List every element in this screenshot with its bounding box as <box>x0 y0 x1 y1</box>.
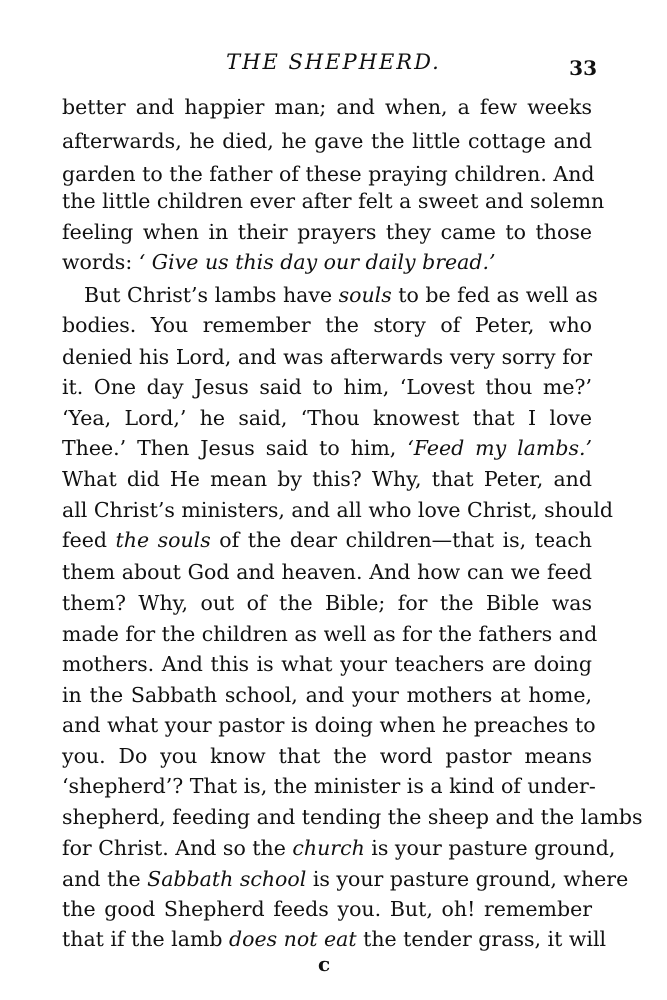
italic-phrase: the souls <box>115 528 211 552</box>
text-line: and what your pastor is doing when he preaches to <box>62 713 596 737</box>
text-line: afterwards, he died, he gave the little cottage and <box>62 129 592 153</box>
text-line: Thee.’ Then Jesus said to him, ‘Feed my lambs.’ <box>62 436 592 460</box>
text-line: What did He mean by this? Why, that Peter, and <box>62 467 592 491</box>
paragraph-first-line: But Christ’s lambs have souls to be fed as well as <box>84 283 598 307</box>
text-line: feeling when in their prayers they came to those <box>62 220 592 244</box>
italic-phrase: ‘Feed my lambs.’ <box>407 436 592 460</box>
text-line: ‘shepherd’? That is, the minister is a kind of under- <box>62 774 596 798</box>
text-line: that if the lamb does not eat the tender grass, it will <box>62 927 607 951</box>
italic-phrase: church <box>292 836 365 860</box>
text-line: them? Why, out of the Bible; for the Bible was <box>62 591 592 615</box>
text-line: you. Do you know that the word pastor means <box>62 744 592 768</box>
text-line: the good Shepherd feeds you. But, oh! remember <box>62 897 592 921</box>
running-head: THE SHEPHERD. <box>226 50 441 74</box>
text-line: better and happier man; and when, a few weeks <box>62 95 592 119</box>
signature-mark: c <box>318 952 331 976</box>
text-line: all Christ’s ministers, and all who love Christ, should <box>62 498 614 522</box>
text-line: made for the children as well as for the fathers and <box>62 622 598 646</box>
text-line: bodies. You remember the story of Peter, who <box>62 313 592 337</box>
text-line: denied his Lord, and was afterwards very sorry for <box>62 345 592 369</box>
text-line: words: ‘ Give us this day our daily bread.’ <box>62 250 496 274</box>
text-line: garden to the father of these praying children. And <box>62 162 595 186</box>
text-line: them about God and heaven. And how can we feed <box>62 560 592 584</box>
page-number: 33 <box>569 56 597 80</box>
text-line: it. One day Jesus said to him, ‘Lovest thou me?’ <box>62 375 592 399</box>
italic-phrase: Sabbath school <box>147 867 307 891</box>
text-line: feed the souls of the dear children—that is, teach <box>62 528 592 552</box>
italic-phrase: souls <box>338 283 392 307</box>
text-line: shepherd, feeding and tending the sheep and the lambs <box>62 805 643 829</box>
text-line: in the Sabbath school, and your mothers at home, <box>62 683 592 707</box>
text-line: ‘Yea, Lord,’ he said, ‘Thou knowest that I love <box>62 406 592 430</box>
text-line: mothers. And this is what your teachers are doing <box>62 652 592 676</box>
text-line: the little children ever after felt a sweet and solemn <box>62 189 605 213</box>
italic-phrase: ‘ Give us this day our daily bread.’ <box>138 250 496 274</box>
text-line: and the Sabbath school is your pasture ground, where <box>62 867 629 891</box>
text-line: for Christ. And so the church is your pasture ground, <box>62 836 616 860</box>
italic-phrase: does not eat <box>229 927 357 951</box>
